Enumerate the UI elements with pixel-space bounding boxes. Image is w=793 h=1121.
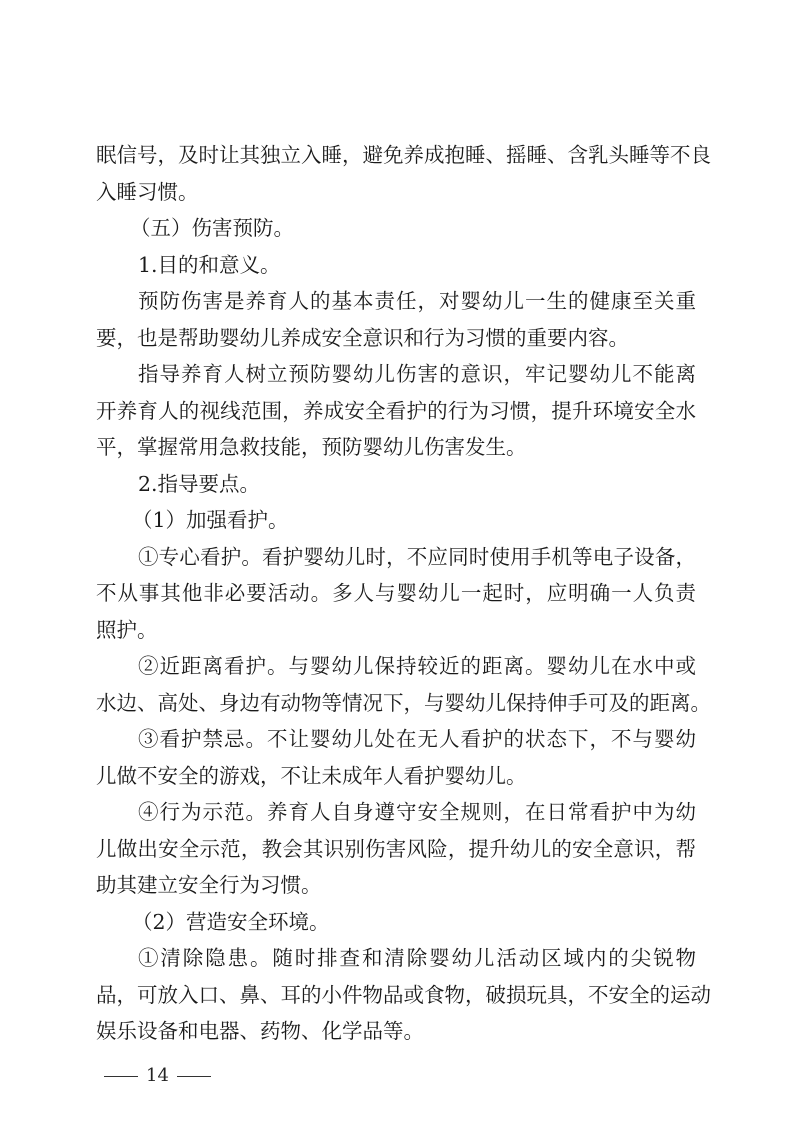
paragraph-line: 预防伤害是养育人的基本责任，对婴幼儿一生的健康至关重	[138, 289, 696, 313]
page-number: 14	[146, 1065, 169, 1086]
paragraph-line: ④行为示范。养育人自身遵守安全规则，在日常看护中为幼	[138, 800, 696, 824]
paragraph-line: 入睡习惯。	[96, 180, 199, 204]
paragraph-line: 照护。	[96, 618, 158, 642]
paragraph-line: 平，掌握常用急救技能，预防婴幼儿伤害发生。	[96, 435, 527, 459]
item-heading: （1）加强看护。	[132, 508, 289, 532]
paragraph-line: ①专心看护。看护婴幼儿时，不应同时使用手机等电子设备，	[138, 545, 696, 569]
paragraph-line: ②近距离看护。与婴幼儿保持较近的距离。婴幼儿在水中或	[138, 654, 696, 678]
paragraph-line: 娱乐设备和电器、药物、化学品等。	[96, 1019, 424, 1043]
paragraph-line: 眠信号，及时让其独立入睡，避免养成抱睡、摇睡、含乳头睡等不良	[96, 143, 711, 167]
paragraph-line: 指导养育人树立预防婴幼儿伤害的意识，牢记婴幼儿不能离	[138, 362, 696, 386]
paragraph-line: 品，可放入口、鼻、耳的小件物品或食物，破损玩具，不安全的运动	[96, 983, 711, 1007]
item-heading: （2）营造安全环境。	[132, 910, 330, 934]
page-footer	[96, 1064, 219, 1088]
paragraph-line: 助其建立安全行为习惯。	[96, 873, 322, 897]
paragraph-line: 儿做不安全的游戏，不让未成年人看护婴幼儿。	[96, 764, 527, 788]
paragraph-line: ①清除隐患。随时排查和清除婴幼儿活动区域内的尖锐物	[138, 946, 696, 970]
subsection-heading: 1.目的和意义。	[138, 253, 281, 277]
paragraph-line: 儿做出安全示范，教会其识别伤害风险，提升幼儿的安全意识，帮	[96, 837, 696, 861]
paragraph-line: 要，也是帮助婴幼儿养成安全意识和行为习惯的重要内容。	[96, 326, 629, 350]
paragraph-line: 水边、高处、身边有动物等情况下，与婴幼儿保持伸手可及的距离。	[96, 691, 711, 715]
paragraph-line: ③看护禁忌。不让婴幼儿处在无人看护的状态下，不与婴幼	[138, 727, 696, 751]
section-heading: （五）伤害预防。	[130, 216, 294, 240]
footer-dash-right	[177, 1076, 211, 1077]
paragraph-line: 开养育人的视线范围，养成安全看护的行为习惯，提升环境安全水	[96, 399, 696, 423]
footer-dash-left	[104, 1076, 138, 1077]
paragraph-line: 不从事其他非必要活动。多人与婴幼儿一起时，应明确一人负责	[96, 581, 696, 605]
subsection-heading: 2.指导要点。	[138, 472, 261, 496]
